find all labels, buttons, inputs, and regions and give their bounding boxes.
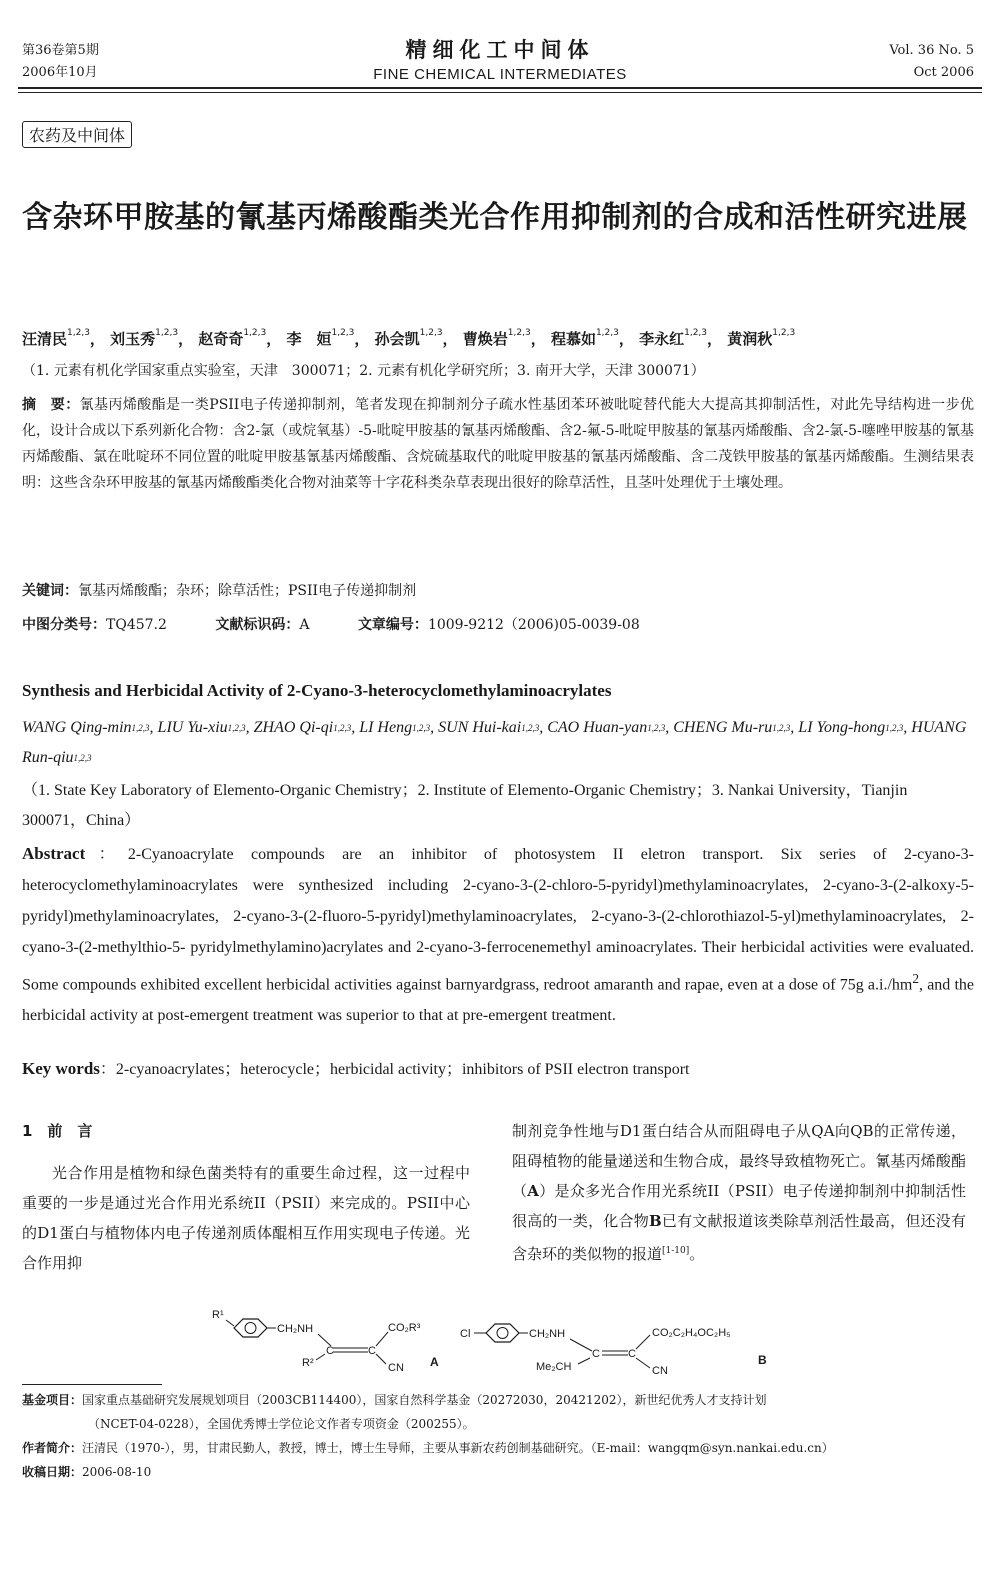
author-en: LI Yong-hong bbox=[798, 719, 886, 736]
alkene-c: C bbox=[628, 1348, 636, 1360]
author-en: LI Heng bbox=[359, 719, 413, 736]
author-sup: 1,2,3 bbox=[333, 723, 352, 733]
intro-text: 已有文献报道该类除草剂活性最高，但还没有含杂环的类似物的报道 bbox=[512, 1212, 966, 1263]
article-no-label: 文章编号： bbox=[357, 617, 428, 633]
structure-b bbox=[460, 1324, 767, 1376]
author-sup: 1,2,3 bbox=[331, 328, 355, 338]
author-en: HUANG Run-qiu bbox=[22, 719, 967, 766]
journal-masthead bbox=[0, 34, 1000, 83]
doc-code-label: 文献标识码： bbox=[215, 617, 300, 633]
abstract-cn bbox=[22, 392, 974, 496]
ch2nh-label: CH₂NH bbox=[277, 1323, 314, 1335]
author-sup: 1,2,3 bbox=[131, 723, 150, 733]
received-date bbox=[22, 1460, 974, 1484]
author-cn: 李永红 bbox=[639, 330, 685, 348]
author-en: CAO Huan-yan bbox=[547, 719, 648, 736]
author-sup: 1,2,3 bbox=[67, 328, 90, 338]
abstract-en-label: Abstract bbox=[22, 844, 86, 863]
chloro-label: Cl bbox=[460, 1328, 471, 1340]
author-en: SUN Hui-kai bbox=[438, 719, 522, 736]
clc-label: 中图分类号： bbox=[22, 617, 106, 633]
author-cn: 赵奇奇 bbox=[198, 330, 244, 348]
date-cn: 2006年10月 bbox=[22, 65, 98, 80]
fund-note-cont: （NCET-04-0228），全国优秀博士学位论文作者专项资金（200255）。 bbox=[88, 1417, 475, 1431]
author-sup: 1,2,3 bbox=[595, 328, 619, 338]
author-sup: 1,2,3 bbox=[412, 723, 431, 733]
abstract-en bbox=[22, 838, 974, 1031]
fund-text: 国家重点基础研究发展规划项目（2003CB114400），国家自然科学基金（20272030，20421202），新世纪优秀人才支持计划 bbox=[82, 1393, 767, 1407]
article-title-en: Synthesis and Herbicidal Activity of 2-Cyano-3-heterocyclomethylaminoacrylates bbox=[22, 681, 612, 700]
compound-b-label: B bbox=[758, 1353, 767, 1367]
authors-en: WANG Qing-$\min^{1,2,3}$, LIU Yu-xiu$^{1,2,3}$, ZHAO Qi-qi$^{1,2,3}$, LI Heng$^{1,2,3}$, SUN Hui-kai$^{1,2,3}$, CAO Huan-yan$^{1,2,3}$, CHENG Mu-ru$^{1,2,3}$, LI Yong-hong$^{1,2,3}$, HUANG Run-qiu$^{1,2,3}$ bbox=[22, 719, 967, 766]
received-label: 收稿日期： bbox=[22, 1465, 83, 1479]
compound-a-ref: A bbox=[527, 1182, 539, 1200]
footnote-rule bbox=[22, 1384, 162, 1385]
author-note-text: 汪清民（1970-），男，甘肃民勤人，教授，博士，博士生导师，主要从事新农药创制基础研究。（E-mail：wangqm@syn.nankai.edu.cn） bbox=[82, 1441, 834, 1455]
abstract-en-text-end: , and the herbicidal activity at post-emergent treatment was superior to that at pre-emergent treatment. bbox=[22, 976, 974, 1025]
footnotes bbox=[22, 1388, 974, 1484]
compound-a-label: A bbox=[430, 1355, 439, 1369]
article-title-cn: 含杂环甲胺基的氰基丙烯酸酯类光合作用抑制剂的合成和活性研究进展 bbox=[22, 200, 968, 235]
alkene-c: C bbox=[326, 1345, 334, 1357]
alkene-c: C bbox=[592, 1348, 600, 1360]
author-sup: 1,2,3 bbox=[772, 723, 791, 733]
ester-label: CO₂C₂H₄OC₂H₅ bbox=[652, 1327, 731, 1339]
intro-paragraph: 光合作用是植物和绿色菌类特有的重要生命过程，这一过程中重要的一步是通过光合作用光系统II（PSII）来完成的。PSII中心的D1蛋白与植物体内电子传递剂质体醌相互作用实现电子传递。光合作用抑 bbox=[22, 1164, 470, 1272]
author-sup: 1,2,3 bbox=[227, 723, 246, 733]
author-sup: 1,2,3 bbox=[507, 328, 531, 338]
abstract-en-sup: 2 bbox=[912, 971, 920, 986]
r2-label: R² bbox=[302, 1357, 314, 1369]
author-note bbox=[22, 1436, 974, 1460]
section-heading: 1 前 言 bbox=[22, 1122, 93, 1140]
author-cn: 曹焕岩 bbox=[462, 330, 508, 348]
authors-cn: 汪清民$^{1,2,3}$， 刘玉秀$^{1,2,3}$， 赵奇奇$^{1,2,3}$， 李 姮$^{1,2,3}$， 孙会凯$^{1,2,3}$， 曹焕岩$^{1,2,3}$， 程慕如$^{1,2,3}$， 李永红$^{1,2,3}$， 黄润秋$^{1,2,3}$ bbox=[22, 328, 796, 348]
intro-text: 。 bbox=[689, 1245, 705, 1263]
article-no-value: 1009-9212（2006)05-0039-08 bbox=[427, 617, 640, 633]
cyano-label: CN bbox=[652, 1365, 668, 1376]
journal-name-cn: 精细化工中间体 bbox=[405, 38, 595, 62]
doc-code-value: A bbox=[299, 617, 310, 633]
header-rule-thin bbox=[18, 92, 982, 93]
alkene-c: C bbox=[368, 1345, 376, 1357]
author-sup: 1,2,3 bbox=[243, 328, 267, 338]
author-sup: 1,2,3 bbox=[647, 723, 666, 733]
benzene-ring bbox=[234, 1319, 267, 1337]
abstract-cn-label: 摘 要： bbox=[22, 397, 80, 413]
author-sup: 1,2,3 bbox=[419, 328, 443, 338]
section-tag: 农药及中间体 bbox=[22, 121, 132, 148]
abstract-en-text: ：2-Cyanoacrylate compounds are an inhibitor of photosystem II eletron transport. Six series of 2-cyano-3-heterocyclomethylaminoacrylates were synthesized including 2-cyano-3-(2-chloro-5-pyridyl)methylaminoacrylates, 2-cyano-3-(2-alkoxy-5-pyridyl)methylaminoacrylates, 2-cyano-3-(2-fluoro-5-pyridyl)methylaminoacrylates, 2-cyano-3-(2-chlorothiazol-5-yl)methylaminoacrylates, 2-cyano-3-(2-methylthio-5- pyridylmethylamino)acrylates and 2-cyano-3-ferrocenemethyl aminoacrylates. Their herbicidal activities were evaluated. Some compounds exhibited excellent herbicidal activities against barnyardgrass, redroot amaranth and rapae, even at a dose of 75g a.i./hm bbox=[22, 846, 975, 994]
author-cn: 汪清民 bbox=[22, 330, 68, 348]
author-en: CHENG Mu-ru bbox=[673, 719, 773, 736]
volume-en: Vol. 36 No. 5 bbox=[889, 43, 974, 58]
ester-label: CO₂R³ bbox=[388, 1322, 421, 1334]
author-note-label: 作者简介： bbox=[22, 1441, 83, 1455]
author-en: WANG Qing-min bbox=[22, 719, 132, 736]
author-sup: 1,2,3 bbox=[772, 328, 796, 338]
header-rule bbox=[18, 87, 982, 89]
author-sup: 1,2,3 bbox=[155, 328, 179, 338]
benzene-ring bbox=[486, 1324, 519, 1342]
clc-value: TQ457.2 bbox=[106, 617, 167, 633]
abstract-cn-text: 氰基丙烯酸酯是一类PSII电子传递抑制剂，笔者发现在抑制剂分子疏水性基团苯环被吡啶替代能大大提高其抑制活性，对此先导结构进一步优化，设计合成以下系列新化合物：含2-氯（或烷氧基）-5-吡啶甲胺基的氰基丙烯酸酯、含2-氟-5-吡啶甲胺基的氰基丙烯酸酯、含2-氯-5-噻唑甲胺基的氰基丙烯酸酯、氯在吡啶环不同位置的吡啶甲胺基氰基丙烯酸酯、含烷硫基取代的吡啶甲胺基的氰基丙烯酸酯、含二茂铁甲胺基的氰基丙烯酸酯。生测结果表明：这些含杂环甲胺基的氰基丙烯酸酯类化合物对油菜等十字花科类杂草表现出很好的除草活性，且茎叶处理优于土壤处理。 bbox=[22, 397, 974, 491]
author-en: ZHAO Qi-qi bbox=[253, 719, 334, 736]
volume-cn: 第36卷第5期 bbox=[22, 43, 99, 58]
author-cn: 刘玉秀 bbox=[110, 330, 156, 348]
citation-ref: [1-10] bbox=[662, 1246, 690, 1256]
intro-text: 制剂竞争性地与D1蛋白结合从而阻碍电子从QA向QB的正常传递，阻碍植物的能量递送和生物合成，最终导致植物死亡。氰基丙烯酸酯（ bbox=[512, 1122, 966, 1200]
author-cn: 程慕如 bbox=[550, 330, 596, 348]
author-cn: 李 姮 bbox=[286, 330, 332, 348]
received-value: 2006-08-10 bbox=[82, 1465, 152, 1479]
r1-label: R¹ bbox=[212, 1309, 224, 1321]
keywords-en-text: ：2-cyanoacrylates；heterocycle；herbicidal activity；inhibitors of PSII electron transport bbox=[99, 1061, 690, 1078]
intro-left-column bbox=[22, 1116, 470, 1278]
affiliation-en: （1. State Key Laboratory of Elemento-Organic Chemistry；2. Institute of Elemento-Organic Chemistry；3. Nankai University，Tianjin 300071，China） bbox=[22, 782, 908, 829]
author-cn: 黄润秋 bbox=[727, 330, 773, 348]
author-sup: 1,2,3 bbox=[521, 723, 540, 733]
keywords-cn-label: 关键词： bbox=[22, 583, 78, 599]
intro-text: ）是众多光合作用光系统II（PSII）电子传递抑制剂中抑制活性很高的一类，化合物 bbox=[512, 1182, 966, 1230]
header-right bbox=[889, 40, 974, 84]
ch2nh-label: CH₂NH bbox=[529, 1328, 566, 1340]
classification-line bbox=[22, 614, 974, 634]
intro-right-column bbox=[512, 1116, 966, 1269]
chemical-structures bbox=[190, 1304, 810, 1376]
keywords-cn-text: 氰基丙烯酸酯；杂环；除草活性；PSII电子传递抑制剂 bbox=[78, 583, 417, 599]
affiliation-cn: （1. 元素有机化学国家重点实验室，天津 300071；2. 元素有机化学研究所；3. 南开大学，天津 300071） bbox=[22, 363, 705, 379]
fund-note bbox=[22, 1388, 974, 1412]
cyano-label: CN bbox=[388, 1362, 404, 1374]
keywords-en-label: Key words bbox=[22, 1059, 100, 1078]
fund-label: 基金项目： bbox=[22, 1393, 83, 1407]
author-sup: 1,2,3 bbox=[885, 723, 904, 733]
keywords-en bbox=[22, 1056, 974, 1079]
compound-b-ref: B bbox=[648, 1212, 662, 1230]
author-sup: 1,2,3 bbox=[684, 328, 708, 338]
journal-name-en: FINE CHEMICAL INTERMEDIATES bbox=[373, 66, 627, 83]
date-en: Oct 2006 bbox=[913, 65, 974, 80]
author-sup: 1,2,3 bbox=[73, 753, 92, 763]
author-en: LIU Yu-xiu bbox=[157, 719, 228, 736]
keywords-cn bbox=[22, 580, 974, 600]
isopropyl-label: Me₂CH bbox=[536, 1361, 572, 1373]
structure-a bbox=[212, 1309, 439, 1374]
author-cn: 孙会凯 bbox=[374, 330, 420, 348]
